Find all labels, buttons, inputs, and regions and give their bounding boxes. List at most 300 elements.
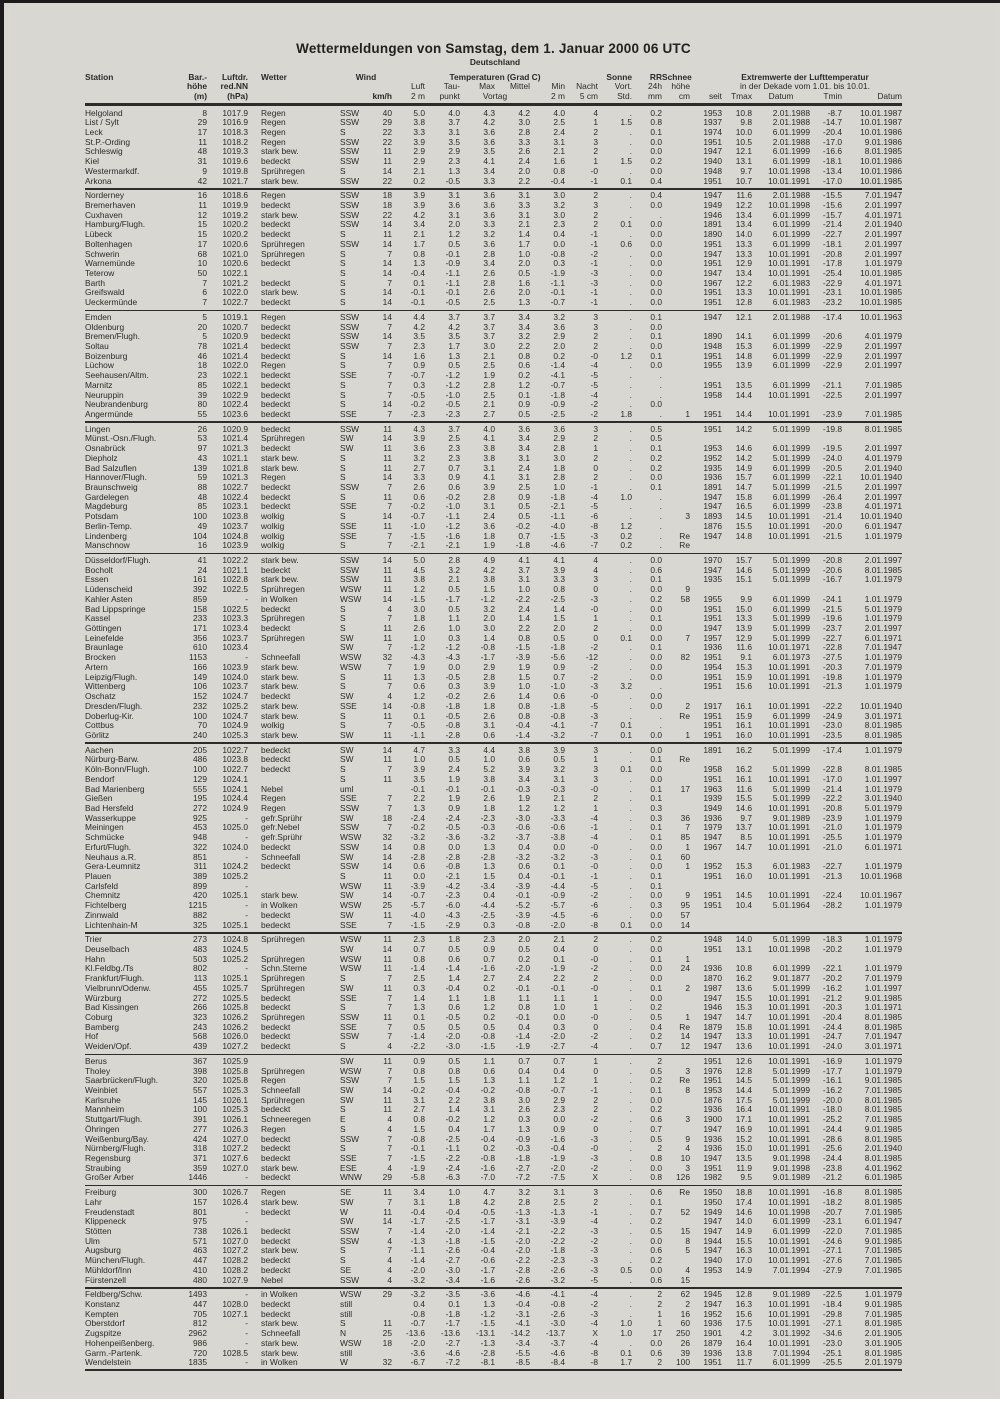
cell-temp_luft_2m: -1.5: [410, 919, 425, 930]
cell-tmin: -24.4: [822, 1153, 842, 1164]
cell-taupunkt: 0.5: [448, 603, 460, 614]
cell-max_vortag: 3.6: [483, 238, 495, 249]
cell-tmin_datum: 8.01.1985: [864, 1196, 902, 1207]
cell-schneehoehe_cm: [662, 493, 690, 503]
cell-taupunkt: 1.0: [448, 623, 460, 634]
cell-tmax_datum: 10.01.1998: [768, 199, 810, 210]
cell-tmin: -24.9: [822, 710, 842, 721]
cell-schneehoehe_cm: [662, 614, 690, 624]
cell-temp_luft_2m: -3.9: [410, 880, 425, 891]
cell-temp_luft_2m: 3.9: [413, 764, 425, 775]
cell-temp_luft_2m: 1.6: [413, 350, 425, 361]
cell-wind_richtung: N: [340, 1328, 347, 1339]
cell-mittel: -3.1: [515, 1216, 530, 1227]
cell-sonne_vortag_std: .: [629, 802, 632, 813]
cell-seit: 1935: [703, 462, 722, 473]
cell-wind_kmh: 7: [387, 919, 392, 930]
cell-min_2m: 0.8: [553, 584, 565, 595]
cell-min_2m: 1.2: [553, 802, 565, 813]
cell-sonne_vortag_std: .: [629, 564, 632, 575]
cell-temp_luft_2m: -4.0: [410, 909, 425, 920]
table-row: [85, 410, 902, 420]
cell-station: Neuhaus a.R.: [85, 851, 137, 862]
cell-wind_richtung: SSW: [340, 340, 360, 351]
cell-wind_richtung: WSW: [340, 1065, 362, 1076]
cell-taupunkt: -6.3: [445, 1172, 460, 1183]
cell-wind_richtung: SW: [340, 890, 354, 901]
cell-tmin: -13.4: [822, 165, 842, 176]
cell-schneehoehe_cm: 4: [685, 1143, 690, 1154]
cell-nacht_5cm: -7: [590, 720, 598, 731]
cell-hoehe_m: 899: [193, 880, 207, 891]
cell-rr_24h_mm: .: [659, 389, 662, 400]
cell-hoehe_m: 11: [198, 199, 207, 210]
cell-temp_luft_2m: -1.5: [410, 530, 425, 541]
cell-hoehe_m: 300: [193, 1187, 207, 1198]
cell-min_2m: -3.8: [550, 832, 565, 843]
cell-wetter: bedeckt: [261, 219, 291, 230]
cell-tmin: -29.8: [822, 1308, 842, 1319]
cell-tmin: -22.7: [822, 861, 842, 872]
cell-min_2m: -5.7: [550, 900, 565, 911]
cell-tmin: -14.7: [822, 117, 842, 128]
cell-schneehoehe_cm: 4: [685, 1264, 690, 1275]
cell-wind_kmh: 4: [387, 1114, 392, 1125]
cell-temp_luft_2m: 0.3: [413, 379, 425, 390]
cell-max_vortag: 2.6: [483, 267, 495, 278]
cell-luftdruck_hpa: 1022.5: [222, 584, 248, 595]
cell-rr_24h_mm: 0.0: [650, 136, 662, 147]
cell-tmax_datum: 6.01.1983: [772, 277, 810, 288]
cell-sonne_vortag_std: .: [629, 909, 632, 920]
cell-hoehe_m: 359: [193, 1162, 207, 1173]
cell-wind_richtung: SSW: [340, 1012, 360, 1022]
cell-taupunkt: -0.4: [445, 982, 460, 993]
cell-tmax_datum: 10.01.1971: [768, 642, 810, 653]
cell-tmin_datum: 6.01.1985: [864, 1172, 902, 1183]
cell-mittel: -8.5: [515, 1357, 530, 1368]
cell-tmin: -20.5: [822, 462, 842, 473]
cell-taupunkt: -1.2: [445, 379, 460, 390]
cell-luftdruck_hpa: 1025.2: [222, 953, 248, 964]
cell-schneehoehe_cm: 1: [685, 861, 690, 872]
cell-tmax: 14.2: [735, 452, 752, 463]
cell-wetter: stark bew.: [261, 1347, 299, 1358]
cell-luftdruck_hpa: 1019.9: [222, 199, 248, 210]
cell-tmin_datum: 9.01.1985: [864, 1299, 902, 1310]
cell-taupunkt: -2.9: [445, 919, 460, 930]
cell-wind_kmh: 14: [382, 267, 392, 278]
cell-sonne_vortag_std: .: [629, 370, 632, 381]
cell-max_vortag: 3.9: [483, 482, 495, 492]
cell-mittel: 3.8: [518, 744, 530, 755]
cell-tmax_datum: 10.01.1991: [768, 1318, 810, 1329]
table-bottom-rule: [85, 1369, 902, 1371]
cell-wetter: Regen: [261, 1187, 286, 1198]
cell-wetter: stark bew.: [261, 287, 299, 298]
cell-wind_kmh: 7: [387, 409, 392, 419]
cell-min_2m: -2.0: [550, 919, 565, 930]
cell-rr_24h_mm: 0.1: [650, 574, 662, 585]
cell-seit: 1952: [703, 452, 722, 463]
cell-taupunkt: -1.1: [445, 267, 460, 278]
cell-max_vortag: -0.5: [480, 1206, 495, 1217]
cell-tmax_datum: 9.01.1989: [772, 1172, 810, 1183]
cell-tmin: -21.5: [822, 482, 842, 492]
cell-seit: 1949: [703, 199, 722, 210]
cell-tmin_datum: 1.01.1979: [864, 530, 902, 541]
cell-luftdruck_hpa: -: [245, 1206, 248, 1217]
cell-taupunkt: 2.1: [448, 574, 460, 585]
cell-mittel: 0.6: [518, 754, 530, 765]
cell-taupunkt: 1.3: [448, 165, 460, 176]
cell-seit: 1951: [703, 1075, 722, 1086]
cell-sonne_vortag_std: .: [629, 841, 632, 852]
cell-tmin: -21.4: [822, 511, 842, 522]
cell-wind_richtung: WSW: [340, 953, 362, 964]
cell-mittel: -0.2: [515, 520, 530, 531]
cell-wind_richtung: SW: [340, 729, 354, 740]
cell-rr_24h_mm: .: [659, 491, 662, 502]
cell-tmin: -24.4: [822, 1021, 842, 1032]
cell-nacht_5cm: -5: [590, 501, 598, 512]
cell-luftdruck_hpa: 1022.7: [222, 482, 248, 492]
cell-temp_luft_2m: 0.9: [413, 360, 425, 371]
cell-rr_24h_mm: 0.0: [650, 584, 662, 595]
cell-max_vortag: 3.2: [483, 603, 495, 614]
col-header-2m-a: 2 m: [411, 90, 425, 101]
col-header-seit: seit: [708, 90, 722, 101]
cell-sonne_vortag_std: .: [629, 593, 632, 604]
cell-seit: 1891: [703, 744, 722, 755]
cell-station: Gießen: [85, 793, 113, 804]
cell-rr_24h_mm: 0.1: [650, 953, 662, 964]
cell-mittel: -3.9: [515, 652, 530, 663]
cell-tmin: -16.8: [822, 1187, 842, 1198]
cell-tmax_datum: 5.01.1999: [772, 793, 810, 804]
cell-station: Wasserkuppe: [85, 812, 136, 823]
cell-tmin: -22.1: [822, 963, 842, 974]
cell-min_2m: 3.1: [553, 773, 565, 784]
cell-max_vortag: 1.7: [483, 1123, 495, 1134]
cell-station: Bad Kissingen: [85, 1002, 139, 1013]
cell-rr_24h_mm: 0.5: [650, 1226, 662, 1237]
cell-wetter: bedeckt: [261, 482, 291, 492]
cell-tmin: -24.7: [822, 1031, 842, 1042]
cell-temp_luft_2m: -0.2: [410, 822, 425, 833]
cell-max_vortag: 3.8: [483, 452, 495, 463]
cell-tmax: 12.8: [735, 297, 752, 308]
cell-nacht_5cm: -5: [590, 1274, 598, 1285]
cell-wind_kmh: 7: [387, 1031, 392, 1042]
cell-schneehoehe_cm: 39: [680, 1347, 690, 1358]
cell-tmax: 14.5: [735, 1075, 752, 1086]
cell-max_vortag: 4.4: [483, 744, 495, 755]
cell-tmax_datum: 2.01.1988: [772, 190, 810, 201]
cell-station: Leinefelde: [85, 632, 124, 643]
cell-min_2m: 3.2: [553, 764, 565, 775]
cell-hoehe_m: 851: [193, 851, 207, 862]
cell-luftdruck_hpa: 1023.1: [222, 501, 248, 512]
cell-wind_kmh: 22: [382, 126, 392, 137]
cell-wind_kmh: 11: [383, 934, 392, 945]
cell-sonne_vortag_std: 0.1: [620, 764, 632, 775]
cell-wind_richtung: SSW: [340, 1031, 360, 1042]
cell-seit: 1951: [703, 652, 722, 663]
cell-schneehoehe_cm: [662, 371, 690, 381]
cell-min_2m: 3.2: [553, 199, 565, 210]
cell-seit: 1947: [703, 1226, 722, 1237]
cell-seit: [690, 541, 722, 551]
cell-taupunkt: 3.6: [448, 199, 460, 210]
cell-mittel: 1.3: [518, 1123, 530, 1134]
cell-seit: [690, 1276, 722, 1286]
cell-seit: 1947: [703, 146, 722, 157]
cell-tmax_datum: 5.01.1999: [772, 934, 810, 945]
cell-hoehe_m: 447: [193, 1299, 207, 1310]
cell-nacht_5cm: 2: [593, 1104, 598, 1115]
group-separator: [85, 1054, 902, 1056]
cell-sonne_vortag_std: .: [629, 754, 632, 765]
cell-luftdruck_hpa: 1022.7: [222, 297, 248, 308]
cell-schneehoehe_cm: [662, 381, 690, 391]
cell-schneehoehe_cm: [662, 794, 690, 804]
cell-tmax_datum: 6.01.1999: [772, 472, 810, 483]
cell-wetter: Schneeregen: [261, 1114, 311, 1125]
cell-station: Frankfurt/Flugh.: [85, 973, 145, 984]
cell-station: Bremerhaven: [85, 199, 136, 210]
cell-mittel: 0.8: [518, 350, 530, 361]
cell-tmin: -21.0: [822, 841, 842, 852]
cell-tmin: -15.6: [822, 199, 842, 210]
cell-wetter: bedeckt: [261, 861, 291, 872]
cell-tmin_datum: 8.01.1985: [864, 1153, 902, 1164]
cell-nacht_5cm: 3: [593, 321, 598, 332]
cell-seit: 1947: [703, 248, 722, 259]
cell-tmin: -23.9: [822, 812, 842, 823]
cell-tmin: -27.9: [822, 1264, 842, 1275]
cell-tmax_datum: 9.01.1998: [772, 1162, 810, 1173]
table-body: [85, 109, 902, 1369]
cell-seit: 1951: [703, 729, 722, 740]
cell-wind_kmh: 29: [382, 1289, 392, 1300]
cell-mittel: 3.0: [518, 1094, 530, 1105]
cell-luftdruck_hpa: 1020.9: [222, 423, 248, 434]
cell-wetter: stark bew.: [261, 555, 299, 565]
cell-wind_kmh: 11: [383, 423, 392, 434]
cell-station: Leck: [85, 126, 103, 137]
cell-wind_richtung: SSW: [340, 564, 360, 575]
cell-rr_24h_mm: 0.3: [650, 812, 662, 823]
cell-nacht_5cm: 4: [593, 555, 598, 565]
cell-nacht_5cm: -8: [590, 1357, 598, 1368]
cell-schneehoehe_cm: 250: [676, 1328, 690, 1339]
cell-taupunkt: 0.5: [448, 360, 460, 371]
cell-tmin_datum: 5.01.1979: [864, 603, 902, 614]
cell-luftdruck_hpa: 1025.9: [222, 1055, 248, 1066]
cell-tmin_datum: 7.01.1985: [864, 379, 902, 390]
cell-max_vortag: 3.6: [483, 209, 495, 220]
cell-max_vortag: 3.7: [483, 321, 495, 332]
group-separator: [85, 310, 902, 312]
cell-tmin_datum: 2.01.1905: [864, 1328, 902, 1339]
cell-station: Augsburg: [85, 1245, 121, 1256]
cell-station: Stötten: [85, 1226, 112, 1237]
cell-tmin: -16.6: [822, 146, 842, 157]
cell-wind_richtung: WSW: [340, 880, 362, 891]
cell-max_vortag: 5.2: [483, 764, 495, 775]
cell-mittel: 2.6: [518, 146, 530, 157]
cell-schneehoehe_cm: [662, 230, 690, 240]
cell-wetter: Sprühregen: [261, 238, 305, 249]
cell-min_2m: 2.5: [553, 1196, 565, 1207]
cell-hoehe_m: 195: [193, 793, 207, 804]
cell-tmin_datum: 2.01.1997: [864, 360, 902, 371]
cell-wind_kmh: 7: [387, 248, 392, 259]
cell-schneehoehe_cm: 2: [685, 700, 690, 711]
cell-max_vortag: 3.8: [483, 574, 495, 585]
cell-nacht_5cm: -0: [590, 1143, 598, 1154]
cell-seit: 1939: [703, 793, 722, 804]
cell-tmax_datum: 5.01.1999: [772, 1094, 810, 1105]
cell-tmin: -16.2: [822, 982, 842, 993]
cell-mittel: 0.8: [518, 700, 530, 711]
cell-taupunkt: -2.3: [445, 409, 460, 419]
cell-nacht_5cm: -0: [590, 982, 598, 993]
cell-hoehe_m: 1446: [188, 1172, 207, 1183]
cell-schneehoehe_cm: [662, 201, 690, 211]
cell-min_2m: -2.5: [550, 409, 565, 419]
cell-schneehoehe_cm: [662, 425, 690, 435]
cell-hoehe_m: 16: [197, 540, 207, 551]
cell-temp_luft_2m: -3.2: [410, 832, 425, 843]
cell-hoehe_m: 483: [193, 943, 207, 954]
cell-hoehe_m: 232: [193, 700, 207, 711]
cell-tmax: 14.6: [735, 443, 752, 454]
cell-nacht_5cm: 1: [593, 1075, 598, 1086]
cell-station: Neuruppin: [85, 389, 124, 400]
cell-tmin_datum: 2.01.1997: [864, 389, 902, 400]
cell-seit: 1947: [703, 501, 722, 512]
cell-schneehoehe_cm: [662, 177, 690, 187]
cell-wind_richtung: SSE: [340, 700, 357, 711]
cell-tmin_datum: 8.01.1985: [864, 1021, 902, 1032]
cell-hoehe_m: 322: [193, 841, 207, 852]
cell-tmax: 15.0: [735, 1143, 752, 1154]
cell-sonne_vortag_std: 1.2: [620, 520, 632, 531]
cell-station: Diepholz: [85, 452, 118, 463]
cell-wetter: Regen: [261, 1075, 286, 1086]
cell-station: Barth: [85, 277, 106, 288]
cell-tmin_datum: [842, 921, 902, 931]
cell-luftdruck_hpa: 1027.1: [222, 1308, 248, 1319]
cell-wind_kmh: 7: [387, 1153, 392, 1164]
cell-wetter: Schneefall: [261, 1085, 301, 1095]
cell-max_vortag: 0.2: [483, 1143, 495, 1154]
cell-wind_kmh: 11: [383, 574, 392, 585]
cell-max_vortag: -0.2: [480, 1085, 495, 1095]
cell-mittel: 3.3: [518, 136, 530, 147]
cell-hoehe_m: 149: [193, 671, 207, 682]
cell-tmin_datum: 8.01.1985: [864, 1347, 902, 1358]
cell-tmin_datum: 1.01.1979: [864, 671, 902, 682]
cell-taupunkt: 1.3: [448, 350, 460, 361]
cell-wind_kmh: 14: [382, 1216, 392, 1227]
cell-tmax_datum: 10.01.1991: [768, 832, 810, 843]
cell-rr_24h_mm: 0.1: [650, 126, 662, 137]
cell-nacht_5cm: -6: [590, 909, 598, 920]
cell-wind_richtung: E: [340, 1114, 346, 1125]
cell-nacht_5cm: 2: [593, 934, 598, 945]
cell-taupunkt: -2.7: [445, 1337, 460, 1348]
cell-min_2m: -4.4: [550, 880, 565, 891]
cell-station: Nürburg-Barw.: [85, 754, 139, 765]
cell-schneehoehe_cm: Re: [679, 1021, 690, 1032]
cell-mittel: 2.8: [518, 1196, 530, 1207]
cell-tmax_datum: [752, 541, 810, 551]
cell-sonne_vortag_std: .: [629, 1065, 632, 1076]
cell-sonne_vortag_std: .: [629, 710, 632, 721]
cell-rr_24h_mm: 0.5: [650, 423, 662, 434]
cell-mittel: -3.4: [515, 1337, 530, 1348]
cell-temp_luft_2m: -3.6: [410, 1347, 425, 1358]
cell-taupunkt: 0.3: [448, 632, 460, 643]
col-header-m-unit: (m): [193, 90, 207, 101]
cell-max_vortag: 1.1: [483, 1055, 495, 1066]
cell-tmin: -22.2: [822, 793, 842, 804]
cell-luftdruck_hpa: 1024.1: [222, 773, 248, 784]
cell-min_2m: -0.7: [550, 379, 565, 390]
cell-tmin_datum: 2.01.1979: [864, 1357, 902, 1368]
cell-nacht_5cm: -1: [590, 297, 598, 308]
cell-schneehoehe_cm: Re: [679, 530, 690, 541]
col-header-kmh-unit: km/h: [372, 90, 392, 101]
cell-seit: 1951: [703, 175, 722, 186]
cell-wind_richtung: SSE: [340, 793, 357, 804]
cell-tmax_datum: 10.01.1991: [768, 258, 810, 269]
cell-temp_luft_2m: -2.3: [410, 409, 425, 419]
cell-mittel: 0.5: [518, 501, 530, 512]
cell-hoehe_m: 53: [197, 433, 207, 444]
cell-station: Aachen: [85, 744, 114, 755]
cell-nacht_5cm: 2: [593, 1196, 598, 1207]
cell-tmin: -22.9: [822, 350, 842, 361]
cell-schneehoehe_cm: [662, 259, 690, 269]
cell-nacht_5cm: -7: [590, 729, 598, 740]
cell-min_2m: 3.6: [553, 321, 565, 332]
cell-mittel: 2.0: [518, 934, 530, 945]
cell-hoehe_m: 1835: [188, 1357, 207, 1368]
cell-tmax: 15.3: [735, 661, 752, 672]
cell-max_vortag: 2.7: [483, 973, 495, 984]
cell-luftdruck_hpa: -: [245, 1172, 248, 1183]
cell-mittel: 0.6: [518, 861, 530, 872]
cell-nacht_5cm: 0: [593, 1065, 598, 1076]
cell-max_vortag: -1.5: [480, 1235, 495, 1246]
cell-nacht_5cm: 1: [593, 754, 598, 765]
cell-tmin_datum: 7.01.1979: [864, 661, 902, 672]
cell-tmin_datum: 2.01.1997: [864, 623, 902, 634]
cell-tmin_datum: 4.01.1971: [864, 277, 902, 288]
cell-sonne_vortag_std: .: [629, 1055, 632, 1066]
cell-tmax_datum: 6.01.1999: [772, 1226, 810, 1237]
cell-wind_richtung: SSE: [340, 919, 357, 930]
cell-sonne_vortag_std: .: [629, 953, 632, 964]
cell-station: Tholey: [85, 1065, 111, 1076]
cell-luftdruck_hpa: 1026.2: [222, 1021, 248, 1032]
cell-hoehe_m: 610: [193, 642, 207, 653]
cell-tmin_datum: 10.01.1986: [860, 165, 902, 176]
